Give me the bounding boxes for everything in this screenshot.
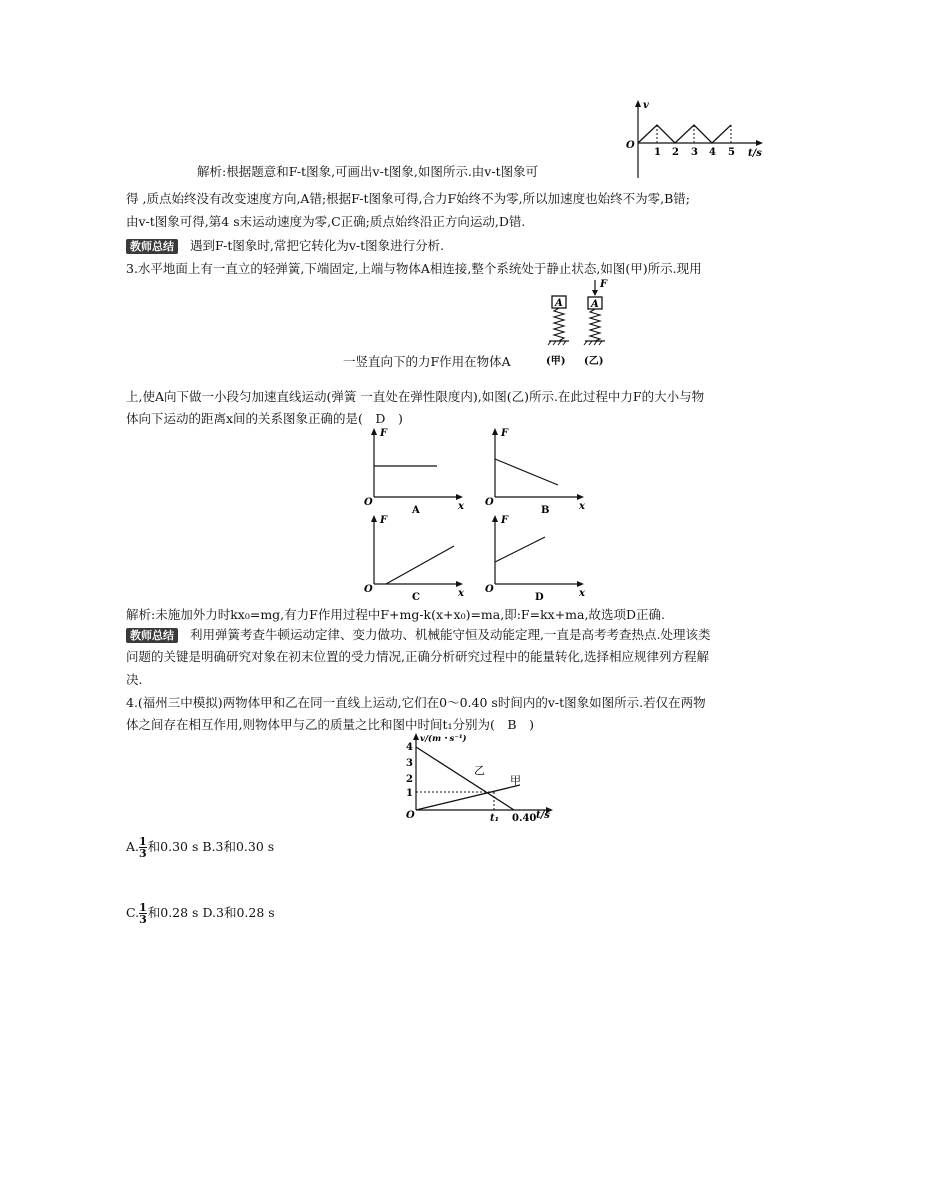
- p4-opt-c-den: 3: [139, 913, 147, 926]
- p4-t1: t₁: [490, 813, 499, 822]
- graph-b-x: x: [579, 501, 585, 512]
- spring-block-left: A: [555, 298, 563, 309]
- vt-tick-1: 1: [654, 147, 661, 158]
- p2-summary-text: 遇到F-t图象时,常把它转化为v-t图象进行分析.: [190, 238, 445, 253]
- p3-summary-line3: 决.: [126, 672, 143, 687]
- p4-opt-a-num: 1: [139, 835, 147, 848]
- p4-x-label: t/s: [536, 810, 550, 821]
- teacher-summary-tag: 教师总结: [126, 628, 178, 643]
- graph-b-line: [495, 459, 558, 485]
- p4-opt-ab-text: 和0.30 s B.3和0.30 s: [147, 839, 275, 854]
- vt-graph-triangle: [620, 98, 770, 188]
- graph-d-o: O: [485, 584, 494, 595]
- spring-label-jia: (甲): [546, 356, 566, 367]
- p4-opt-a-letter: A.: [126, 839, 140, 854]
- graph-d-y: F: [501, 515, 509, 526]
- option-graph-d: [483, 512, 593, 604]
- spring-figure: [538, 278, 620, 370]
- p4-question-line1: 4.(福州三中模拟)两物体甲和乙在同一直线上运动,它们在0～0.40 s时间内的v-t图象如图所示.若仅在两物: [126, 695, 706, 710]
- p3-analysis: 解析:未施加外力时kx₀=mg,有力F作用过程中F+mg-k(x+x₀)=ma,即:F=kx+ma,故选项D正确.: [126, 607, 665, 622]
- vt-tick-5: 5: [728, 147, 735, 158]
- p4-y-label: v/(m・s⁻¹): [420, 734, 467, 744]
- p4-opt-a-den: 3: [139, 847, 147, 860]
- teacher-summary-tag: 教师总结: [126, 239, 178, 254]
- vt-tick-4: 4: [709, 147, 716, 158]
- spring-coil-right: [590, 309, 600, 341]
- p4-y-tick-1: 1: [406, 788, 413, 799]
- p4-option-cd: [126, 902, 275, 925]
- p4-y-tick-2: 2: [406, 774, 413, 785]
- p4-origin: O: [406, 810, 415, 821]
- graph-d-label: D: [535, 592, 544, 603]
- p4-opt-c-fraction: [139, 902, 147, 925]
- p3-question-line3: 上,使A向下做一小段匀加速直线运动(弹簧 一直处在弹性限度内),如图(乙)所示.在此过程中力F的大小与物: [126, 389, 705, 404]
- vt-y-label: v: [643, 100, 649, 111]
- p4-question-line2: 体之间存在相互作用,则物体甲与乙的质量之比和图中时间t₁分别为( B ): [126, 717, 534, 732]
- p2-analysis-line1: 解析:根据题意和F-t图象,可画出v-t图象,如图所示.由v-t图象可: [197, 164, 539, 179]
- p4-y-tick-3: 3: [406, 758, 413, 769]
- p4-line-jia: [416, 785, 520, 810]
- p2-analysis-line2: 得 ,质点始终没有改变速度方向,A错;根据F-t图象可得,合力F始终不为零,所以加速度也始终不为零,B错;: [126, 191, 691, 206]
- p3-question-line1: 3.水平地面上有一直立的轻弹簧,下端固定,上端与物体A相连接,整个系统处于静止状态,如图(甲)所示.现用: [126, 261, 702, 276]
- graph-a-x: x: [458, 501, 464, 512]
- spring-force-label: F: [600, 279, 608, 290]
- vt-origin: O: [626, 140, 635, 151]
- p2-teacher-summary: [126, 237, 444, 255]
- option-graph-a: [362, 425, 472, 517]
- p3-question-line2: 一竖直向下的力F作用在物体A: [343, 354, 511, 369]
- option-graph-b: [483, 425, 593, 517]
- graph-c-x: x: [458, 588, 464, 599]
- p3-question-line4: 体向下运动的距离x间的关系图象正确的是( D ): [126, 411, 403, 426]
- vt-tick-2: 2: [672, 147, 679, 158]
- p4-opt-a-fraction: [139, 836, 147, 859]
- graph-a-y: F: [380, 428, 388, 439]
- graph-b-o: O: [485, 497, 494, 508]
- p4-y-tick-4: 4: [406, 742, 413, 753]
- graph-b-label: B: [541, 505, 550, 516]
- spring-coil-left: [554, 308, 564, 341]
- p4-label-yi: 乙: [474, 764, 485, 777]
- p4-line-yi: [416, 747, 514, 810]
- p4-opt-c-letter: C.: [126, 905, 140, 920]
- p4-opt-c-num: 1: [139, 901, 147, 914]
- p4-x-end: 0.40: [512, 813, 537, 822]
- graph-b-y: F: [501, 428, 509, 439]
- p2-analysis-line3: 由v-t图象可得,第4 s末运动速度为零,C正确;质点始终沿正方向运动,D错.: [126, 214, 526, 229]
- option-graph-c: [362, 512, 472, 604]
- graph-c-o: O: [364, 584, 373, 595]
- vt-x-label: t/s: [748, 148, 762, 159]
- vt-tick-3: 3: [691, 147, 698, 158]
- p4-vt-graph: [402, 730, 562, 822]
- graph-c-label: C: [412, 592, 420, 603]
- p3-summary-line1: 利用弹簧考查牛顿运动定律、变力做功、机械能守恒及动能定理,一直是高考考查热点.处理该类: [190, 627, 711, 642]
- p4-label-jia: 甲: [510, 774, 521, 787]
- graph-d-x: x: [579, 588, 585, 599]
- graph-a-label: A: [412, 505, 420, 516]
- p3-teacher-summary: [126, 626, 710, 644]
- p4-option-ab: [126, 836, 274, 859]
- graph-a-o: O: [364, 497, 373, 508]
- graph-c-y: F: [380, 515, 388, 526]
- p4-opt-cd-text: 和0.28 s D.3和0.28 s: [147, 905, 275, 920]
- graph-c-line: [386, 546, 454, 584]
- graph-d-line: [495, 537, 545, 562]
- vt-triangle-wave: [638, 125, 731, 143]
- spring-label-yi: (乙): [584, 356, 604, 367]
- spring-block-right: A: [591, 299, 599, 310]
- p3-summary-line2: 问题的关键是明确研究对象在初末位置的受力情况,正确分析研究过程中的能量转化,选择相应规律列方程解: [126, 649, 709, 664]
